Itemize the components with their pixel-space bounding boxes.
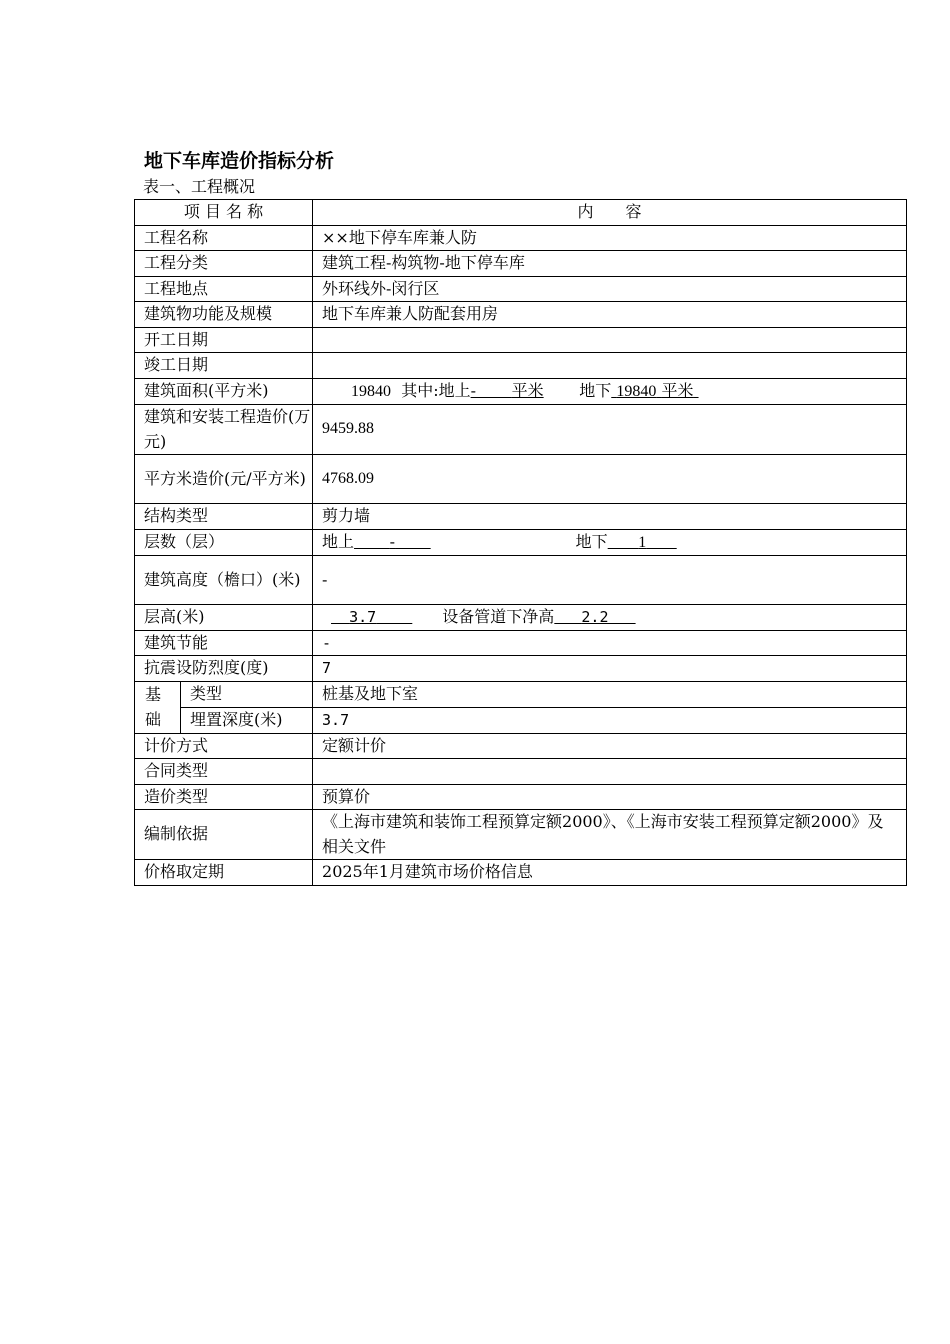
row-value — [313, 353, 907, 379]
row-value: - — [313, 630, 907, 656]
row-label: 竣工日期 — [135, 353, 313, 379]
table-row — [135, 681, 907, 707]
floors-below-label: 地下 — [575, 531, 608, 551]
table-row — [135, 784, 907, 810]
foundation-type-value: 桩基及地下室 — [313, 681, 907, 707]
table-row — [135, 276, 907, 302]
row-label: 工程地点 — [135, 276, 313, 302]
table-header-row — [135, 200, 907, 226]
area-total: 19840 — [351, 382, 392, 400]
row-value: 外环线外-闵行区 — [313, 276, 907, 302]
header-item-name: 项 目 名 称 — [135, 200, 313, 226]
row-label: 建筑面积(平方米) — [135, 378, 313, 405]
row-label: 结构类型 — [135, 504, 313, 530]
row-label: 层高(米) — [135, 605, 313, 631]
clear-height-label: 设备管道下净高 — [442, 607, 555, 626]
row-value: 《上海市建筑和装饰工程预算定额2000》、《上海市安装工程预算定额2000》及相关文件 — [313, 810, 907, 860]
row-value: 建筑工程-构筑物-地下停车库 — [313, 251, 907, 277]
project-overview-table — [134, 199, 907, 886]
row-label: 工程名称 — [135, 225, 313, 251]
area-of-which-label: 其中:地上 — [401, 380, 471, 400]
row-label: 建筑高度（檐口）(米) — [135, 556, 313, 605]
row-label: 价格取定期 — [135, 860, 313, 886]
row-label: 平方米造价(元/平方米) — [135, 455, 313, 504]
row-value: 4768.09 — [313, 455, 907, 504]
table-row — [135, 353, 907, 379]
table-row — [135, 733, 907, 759]
header-content: 内 容 — [313, 200, 907, 226]
row-value — [313, 759, 907, 785]
table-row — [135, 810, 907, 860]
row-value: 7 — [313, 656, 907, 682]
floors-value-cell — [313, 529, 907, 556]
area-value-cell — [313, 378, 907, 405]
table-row — [135, 455, 907, 504]
row-value: 定额计价 — [313, 733, 907, 759]
row-label: 建筑节能 — [135, 630, 313, 656]
table-row — [135, 860, 907, 886]
row-label: 合同类型 — [135, 759, 313, 785]
table-row — [135, 759, 907, 785]
row-label: 建筑物功能及规模 — [135, 302, 313, 328]
row-label: 建筑和安装工程造价(万元) — [135, 405, 313, 455]
row-value: - — [313, 556, 907, 605]
floor-height-value-cell — [313, 605, 907, 631]
table-row — [135, 656, 907, 682]
area-below-value: 19840 平米 — [616, 380, 694, 400]
row-value: ××地下停车库兼人防 — [313, 225, 907, 251]
row-value: 地下车库兼人防配套用房 — [313, 302, 907, 328]
table-row — [135, 405, 907, 455]
row-label: 开工日期 — [135, 327, 313, 353]
table-row — [135, 327, 907, 353]
table-row — [135, 378, 907, 405]
row-label: 计价方式 — [135, 733, 313, 759]
page-title: 地下车库造价指标分析 — [144, 150, 335, 172]
row-label: 造价类型 — [135, 784, 313, 810]
clear-height-value: 2.2 — [581, 608, 609, 626]
floors-above-label: 地上 — [322, 531, 355, 551]
table-row — [135, 251, 907, 277]
table-caption: 表一、工程概况 — [143, 177, 256, 196]
floor-height-value: 3.7 — [349, 608, 377, 626]
row-label: 层数（层） — [135, 529, 313, 556]
table-row — [135, 556, 907, 605]
area-above-value: - 平米 — [470, 380, 544, 400]
table-row — [135, 225, 907, 251]
row-value: 预算价 — [313, 784, 907, 810]
foundation-type-label: 类型 — [181, 681, 313, 707]
table-row — [135, 707, 907, 733]
row-value: 2025年1月建筑市场价格信息 — [313, 860, 907, 886]
table-row — [135, 529, 907, 556]
row-label: 抗震设防烈度(度) — [135, 656, 313, 682]
table-row — [135, 302, 907, 328]
row-value: 9459.88 — [313, 405, 907, 455]
floors-below-value: 1 — [638, 533, 647, 551]
row-label: 工程分类 — [135, 251, 313, 277]
foundation-depth-label: 埋置深度(米) — [181, 707, 313, 733]
row-value: 剪力墙 — [313, 504, 907, 530]
table-row — [135, 504, 907, 530]
table-row — [135, 630, 907, 656]
table-row — [135, 605, 907, 631]
foundation-depth-value: 3.7 — [313, 707, 907, 733]
row-value — [313, 327, 907, 353]
area-below-label: 地下 — [579, 380, 612, 400]
foundation-label: 基 础 — [135, 681, 181, 733]
floors-above-value: - — [389, 531, 396, 551]
row-label: 编制依据 — [135, 810, 313, 860]
